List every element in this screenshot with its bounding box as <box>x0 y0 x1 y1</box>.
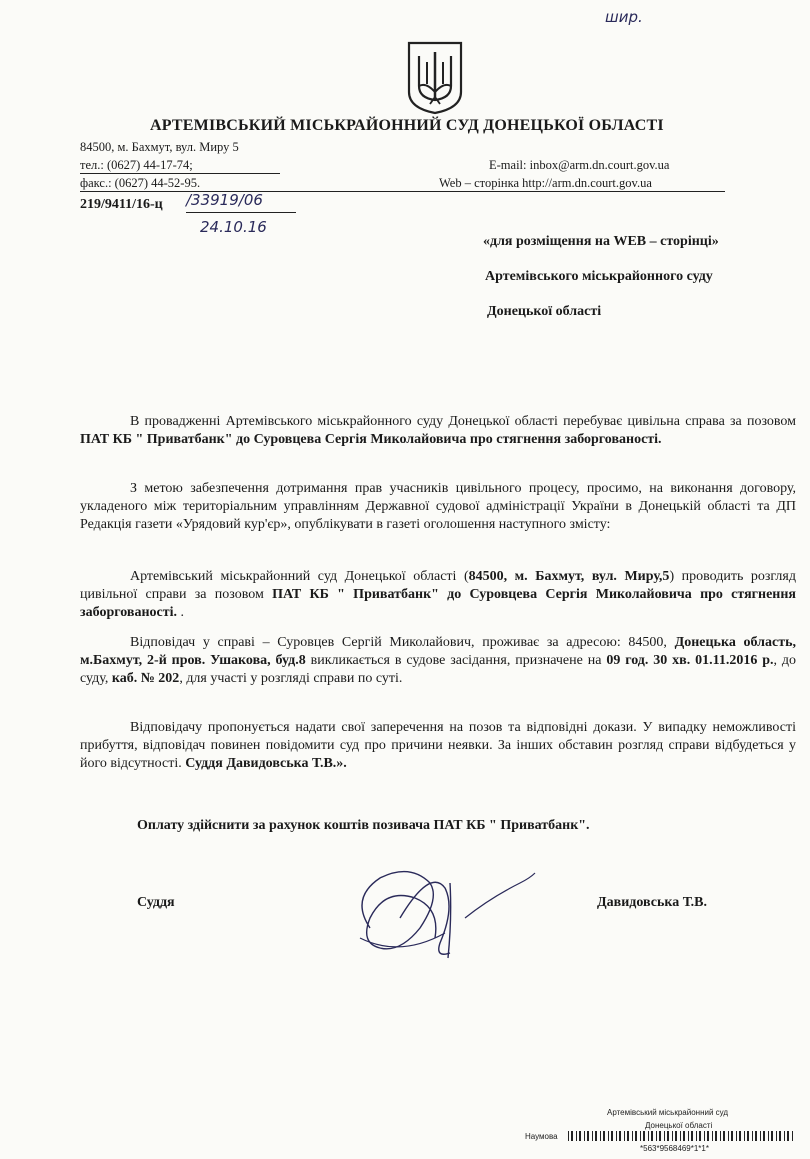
outgoing-number: 219/9411/16-ц <box>80 197 163 212</box>
court-website: Web – сторінка http://arm.dn.court.gov.ua <box>439 176 652 190</box>
footer-region: Донецької області <box>645 1121 713 1130</box>
paragraph-case-info: В провадженні Артемівського міськрайонного суду Донецької області перебуває цивільна справа за позовом ПАТ КБ " Приватбанк" до Суровцева Сергія Миколайовича про стягнення заборгованості. <box>80 414 796 447</box>
registration-underline <box>186 212 296 213</box>
paragraph-announcement: Артемівський міськрайонний суд Донецької області (84500, м. Бахмут, вул. Миру,5) проводить розгляд цивільної справи за позовом ПАТ КБ " Приватбанк" до Суровцева Сергія Миколайовича про стягнення заборгованості. . <box>80 569 797 620</box>
court-email: E-mail: inbox@arm.dn.court.gov.ua <box>489 158 670 172</box>
court-fax: факс.: (0627) 44-52-95. <box>80 176 201 190</box>
addressee-line-3: Донецької області <box>487 304 602 319</box>
payment-note: Оплату здійснити за рахунок коштів позивача ПАТ КБ " Приватбанк". <box>137 818 590 833</box>
paragraph-defendant: Відповідач у справі – Суровцев Сергій Миколайович, проживає за адресою: 84500, Донецька область, м.Бахмут, 2-й пров. Ушакова, буд.8 викликається в судове засідання, призначене на 09 год. 30 хв. 01.11.2016 р., до суду, каб. № 202, для участі у розгляді справи по суті. <box>80 635 797 686</box>
addressee-line-1: «для розміщення на WEB – сторінці» <box>483 234 719 249</box>
court-phone: тел.: (0627) 44-17-74; <box>80 158 193 172</box>
court-address: 84500, м. Бахмут, вул. Миру 5 <box>80 140 239 154</box>
signature-name: Давидовська Т.В. <box>597 895 707 910</box>
footer-court: Артемівський міськрайонний суд <box>607 1108 729 1117</box>
paragraph-request: З метою забезпечення дотримання прав учасників цивільного процесу, просимо, на виконання договору, укладеного між територіальним управлінням Державної судової адміністрації України в Донецькій області та ДП Редакція газети «Урядовий кур'єр», опублікувати в газеті оголошення наступного змісту: <box>80 481 796 532</box>
addressee-line-2: Артемівського міськрайонного суду <box>485 269 713 284</box>
footer-clerk: Наумова <box>525 1132 558 1141</box>
footer-barcode-number: *563*9568469*1*1* <box>640 1144 709 1153</box>
header-divider-2 <box>80 191 725 192</box>
paragraph-notice: Відповідачу пропонується надати свої заперечення на позов та відповідні докази. У випадку неможливості прибуття, відповідач повинен повідомити суд про причини неявки. За інших обставин розгляд справи відбудеться у його відсутності. Суддя Давидовська Т.В.». <box>80 720 796 771</box>
coat-of-arms-emblem <box>406 40 464 116</box>
footer-barcode <box>568 1131 793 1141</box>
court-name: АРТЕМІВСЬКИЙ МІСЬКРАЙОННИЙ СУД ДОНЕЦЬКОЇ ОБЛАСТІ <box>150 117 664 134</box>
handwritten-signature <box>340 858 540 968</box>
handwritten-registration-date: 24.10.16 <box>200 218 267 236</box>
signature-role: Суддя <box>137 895 175 910</box>
handwritten-note: шир. <box>605 8 643 26</box>
header-divider <box>80 173 280 174</box>
handwritten-registration-number: /33919/06 <box>186 191 263 209</box>
